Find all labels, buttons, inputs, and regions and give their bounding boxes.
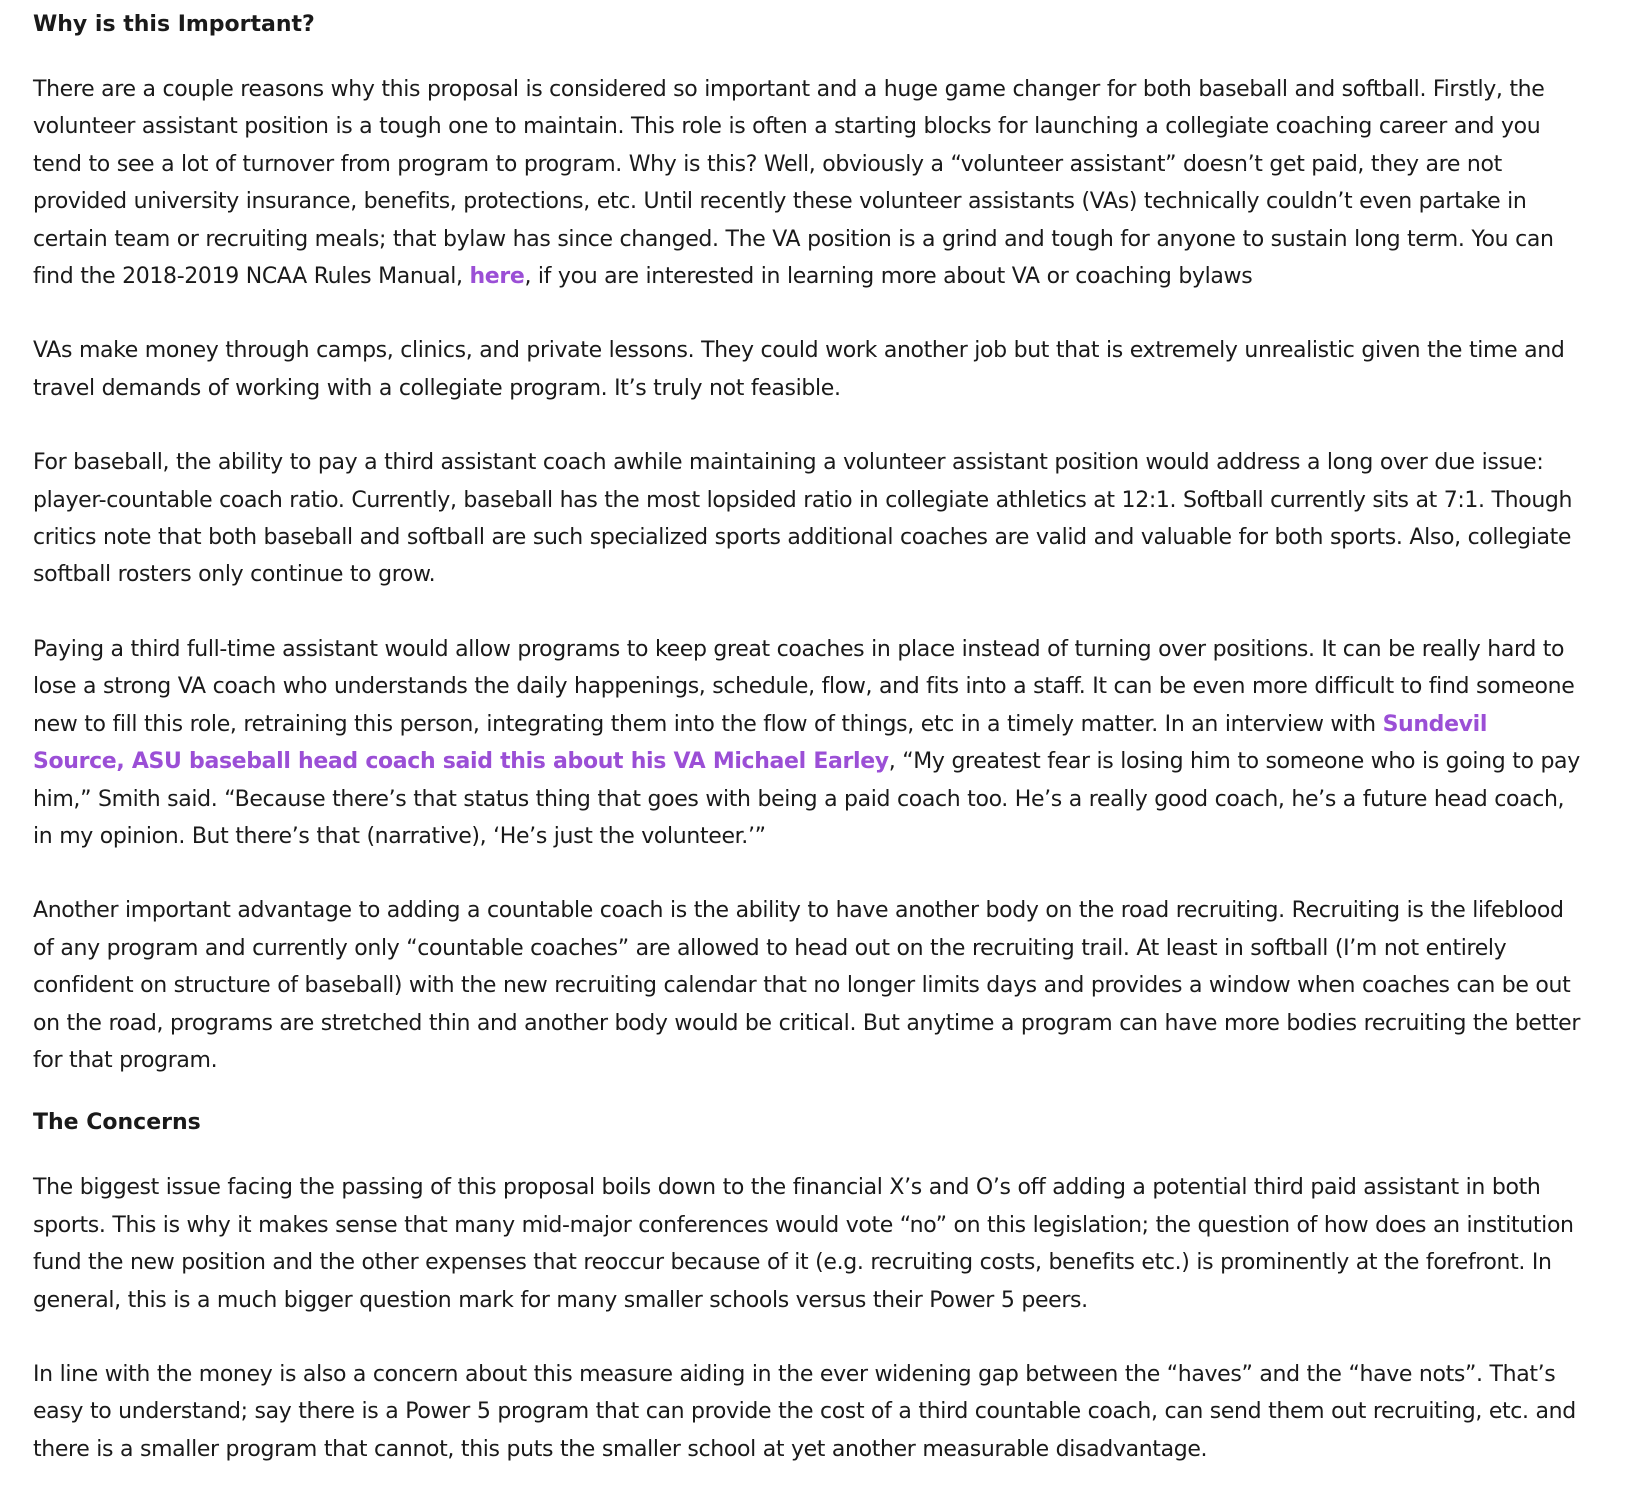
paragraph-text: , “My greatest fear is losing him to someone who is going to pay him,” Smith said. “Because there’s that status thing that goes with being a paid coach too. He’s a really good coach, he’s a future head coach, in my opinion. But there’s that (narrative), ‘He’s just the volunteer.’” [33,749,1580,849]
rules-manual-link[interactable]: here [469,264,525,290]
sundevil-source-link[interactable]: Sundevil Source, ASU baseball head coach said this about his VA Michael Earley [33,711,1488,775]
paragraph-text: Paying a third full-time assistant would allow programs to keep great coaches in place instead of turning over positions. It can be really hard to lose a strong VA coach who understands the daily happenings, schedule, flow, and fits into a staff. It can be even more difficult to find someone new to fill this role, retraining this person, integrating them into the flow of things, etc in a timely matter. In an interview with [33,636,1575,737]
paragraph-va-position [33,71,1582,295]
paragraph-coach-ratio: For baseball, the ability to pay a third assistant coach awhile maintaining a volunteer assistant position would address a long over due issue: player-countable coach ratio. Currently, baseball has the most lopsided ratio in collegiate athletics at 12:1. Softball currently sits at 7:1. Though critics note that both baseball and softball are such specialized sports additional coaches are valid and valuable for both sports. Also, collegiate softball rosters only continue to grow. [33,450,1573,588]
paragraph-retention [33,631,1582,855]
paragraph-va-income: VAs make money through camps, clinics, and private lessons. They could work another job but that is extremely unrealistic given the time and travel demands of working with a collegiate program. It’s truly not feasible. [33,338,1565,401]
paragraph-text: There are a couple reasons why this proposal is considered so important and a huge game changer for both baseball and softball. Firstly, the volunteer assistant position is a tough one to maintain. This role is often a starting blocks for launching a collegiate coaching career and you tend to see a lot of turnover from program to program. Why is this? Well, obviously a “volunteer assistant” doesn’t get paid, they are not provided university insurance, benefits, protections, etc. Until recently these volunteer assistants (VAs) technically couldn’t even partake in certain team or recruiting meals; that bylaw has since changed. The VA position is a grind and tough for anyone to sustain long term. You can find the 2018-2019 NCAA Rules Manual, [33,77,1554,290]
paragraph-financial: The biggest issue facing the passing of this proposal boils down to the financial X’s and O’s off adding a potential third paid assistant in both sports. This is why it makes sense that many mid-major conferences would vote “no” on this legislation; the question of how does an institution fund the new position and the other expenses that reoccur because of it (e.g. recruiting costs, benefits etc.) is prominently at the forefront. In general, this is a much bigger question mark for many smaller schools versus their Power 5 peers. [33,1175,1574,1313]
paragraph-text: , if you are interested in learning more about VA or coaching bylaws [524,264,1253,290]
section-heading-importance: Why is this Important? [33,12,315,37]
paragraph-recruiting: Another important advantage to adding a countable coach is the ability to have another body on the road recruiting. Recruiting is the lifeblood of any program and currently only “countable coaches” are allowed to head out on the recruiting trail. At least in softball (I’m not entirely confident on structure of baseball) with the new recruiting calendar that no longer limits days and provides a window when coaches can be out on the road, programs are stretched thin and another body would be critical. But anytime a program can have more bodies recruiting the better for that program. [33,898,1581,1073]
paragraph-haves-have-nots: In line with the money is also a concern about this measure aiding in the ever widening gap between the “haves” and the “have nots”. That’s easy to understand; say there is a Power 5 program that can provide the cost of a third countable coach, can send them out recruiting, etc. and there is a smaller program that cannot, this puts the smaller school at yet another measurable disadvantage. [33,1361,1576,1462]
section-heading-concerns: The Concerns [33,1110,201,1136]
